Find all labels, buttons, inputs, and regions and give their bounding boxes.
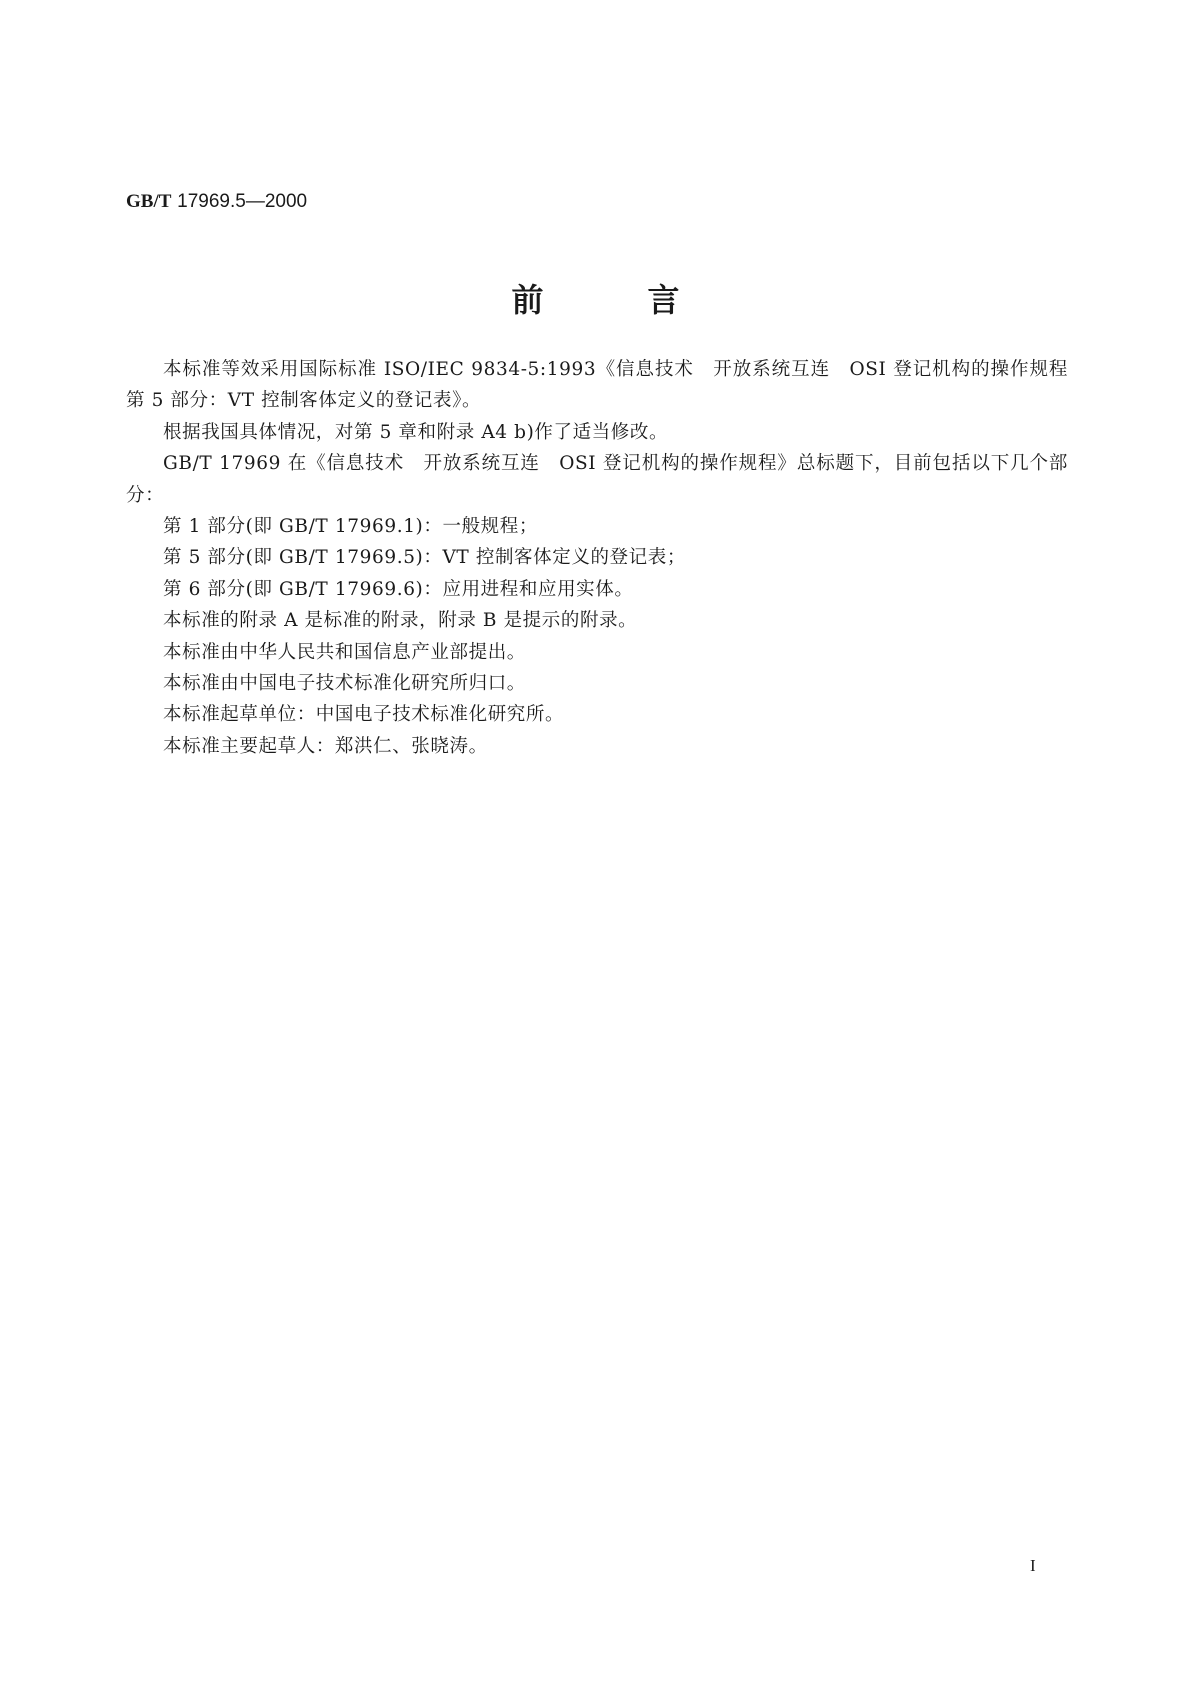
paragraph-proposer: 本标准由中华人民共和国信息产业部提出。 — [163, 641, 526, 663]
paragraph-drafters: 本标准主要起草人：郑洪仁、张晓涛。 — [163, 735, 488, 757]
section-title — [0, 280, 1191, 320]
page-number: I — [1030, 1556, 1036, 1575]
standard-code — [126, 190, 307, 214]
standard-code-prefix: GB/T — [126, 191, 172, 212]
paragraph-annexes: 本标准的附录 A 是标准的附录，附录 B 是提示的附录。 — [163, 610, 638, 632]
foreword-body — [126, 354, 1088, 762]
section-title-char-1: 前 — [511, 281, 544, 319]
paragraph-drafting-unit: 本标准起草单位：中国电子技术标准化研究所。 — [163, 704, 565, 726]
list-item-part-1: 第 1 部分(即 GB/T 17969.1)：一般规程； — [163, 516, 538, 538]
list-item-part-6: 第 6 部分(即 GB/T 17969.6)：应用进程和应用实体。 — [163, 578, 634, 600]
paragraph-centralized: 本标准由中国电子技术标准化研究所归口。 — [163, 673, 526, 695]
paragraph-modification: 根据我国具体情况，对第 5 章和附录 A4 b)作了适当修改。 — [163, 421, 669, 443]
paragraph-adoption: 本标准等效采用国际标准 ISO/IEC 9834-5:1993《信息技术 开放系统互连 OSI 登记机构的操作规程 第 5 部分：VT 控制客体定义的登记表》。 — [126, 359, 1088, 412]
section-title-char-2: 言 — [647, 281, 680, 319]
paragraph-series: GB/T 17969 在《信息技术 开放系统互连 OSI 登记机构的操作规程》总标题下，目前包括以下几个部分： — [126, 453, 1068, 506]
list-item-part-5: 第 5 部分(即 GB/T 17969.5)：VT 控制客体定义的登记表； — [163, 547, 686, 569]
standard-code-number: 17969.5—2000 — [177, 191, 308, 212]
